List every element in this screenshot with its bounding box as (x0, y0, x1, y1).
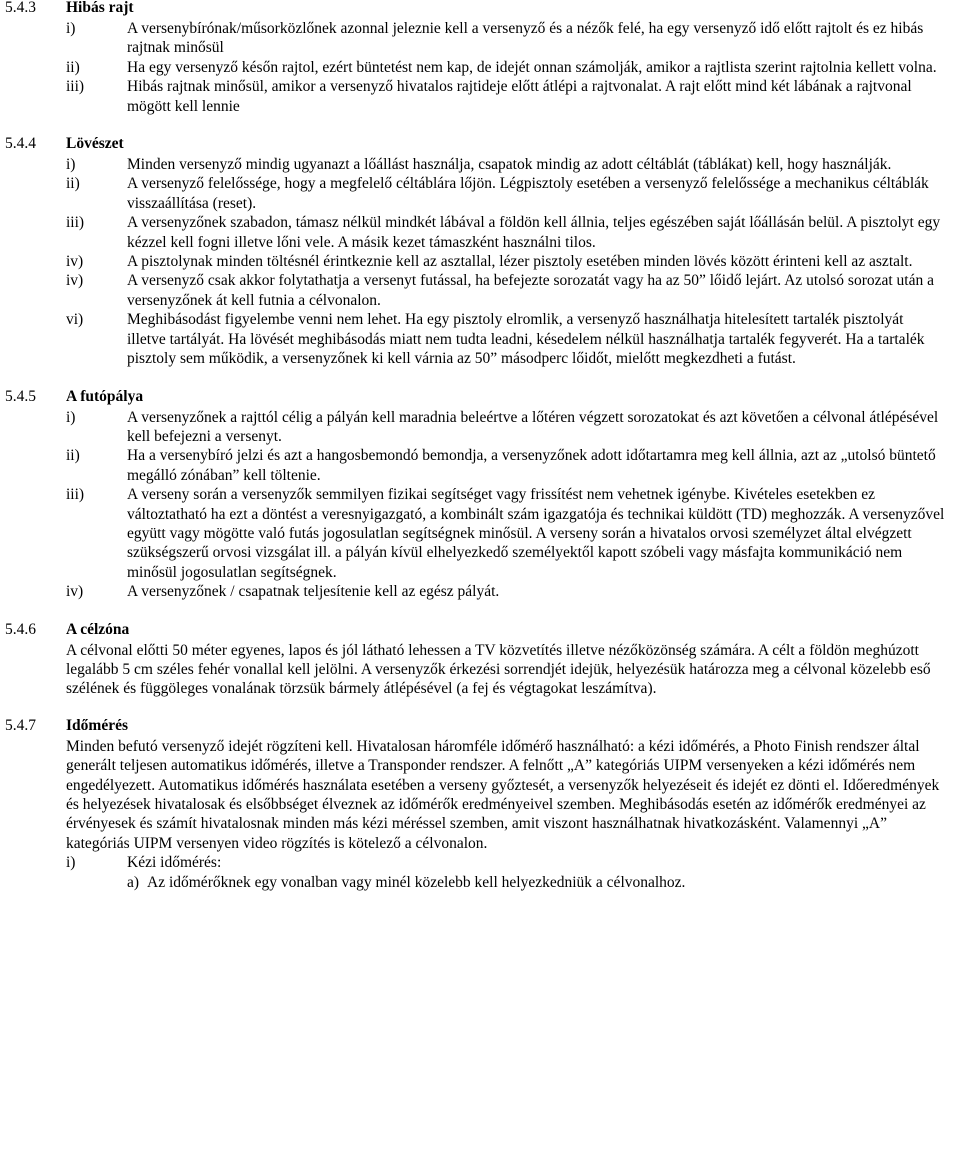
item-text: A versenyző felelőssége, hogy a megfelelő céltáblára lőjön. Légpisztoly esetében a versenyző felelőssége a mechanikus céltáblák visszaállítása (reset). (127, 175, 929, 212)
item-number: vi) (66, 311, 84, 329)
item-text: Hibás rajtnak minősül, amikor a versenyző hivatalos rajtideje előtt átlépi a rajtvonalat. A rajt előtt mind két lábának a rajtvonal mögött kell lennie (127, 78, 912, 115)
section-heading (0, 620, 960, 641)
item-number: ii) (66, 58, 80, 76)
section-number: 5.4.7 (5, 716, 36, 734)
list-item (0, 446, 960, 485)
section-title: A futópálya (66, 387, 144, 405)
list-item (0, 271, 960, 310)
section-celzona (0, 620, 960, 699)
subitem-number: a) (127, 873, 140, 891)
paragraph: Minden befutó versenyző idejét rögzíteni kell. Hivatalosan háromféle időmérő használható: a kézi időmérés, a Photo Finish rendszer által generált teljesen automatikus időmérés, illetve a Transponder rendszer. A felnőtt „A” kategóriás UIPM versenyeken a kézi időmérés nem engedélyezett. Automatikus időmérés használata esetében a verseny győztesét, a versenyzők helyezéseit és idejét ez dönti el. Időeredmények és helyezések hivatalosak és elsőbbséget élveznek az időmérők eredményeivel szemben. Meghibásodás esetén az időmérők eredményei az érvényesek és számít hivatalosnak minden más kézi méréssel szemben, amit viszont használhatnak hivatkozásként. Valamennyi „A” kategóriás UIPM versenyen video rögzítés is kötelező a célvonalon. (66, 737, 940, 852)
item-number: ii) (66, 175, 80, 193)
section-title: Hibás rajt (66, 0, 134, 16)
section-number: 5.4.3 (5, 0, 36, 16)
section-idomeres (0, 716, 960, 892)
section-heading (0, 387, 960, 408)
section-title: A célzóna (66, 620, 130, 638)
item-text: Ha a versenybíró jelzi és azt a hangosbemondó bemondja, a versenyzőnek adott időtartamra meg kell állnia, azt az „utolsó büntető megálló zónában” kell töltenie. (127, 447, 936, 484)
section-title: Időmérés (66, 716, 128, 734)
list-item (0, 77, 960, 116)
section-heading (0, 134, 960, 155)
item-text: A versenybírónak/műsorközlőnek azonnal jeleznie kell a versenyző és a nézők felé, ha egy versenyző idő előtt rajtolt és ez hibás rajtnak minősül (127, 20, 924, 57)
item-number: iv) (66, 272, 84, 290)
section-heading (0, 0, 960, 19)
sub-list-item (0, 873, 960, 892)
item-number: i) (66, 408, 76, 426)
item-number: iii) (66, 78, 85, 96)
list-item (0, 252, 960, 271)
list-item (0, 213, 960, 252)
section-number: 5.4.6 (5, 620, 36, 638)
item-text: Kézi időmérés: (127, 854, 222, 872)
section-number: 5.4.4 (5, 135, 36, 153)
list-item (0, 853, 960, 872)
subitem-text: Az időmérőknek egy vonalban vagy minél közelebb kell helyezkedniük a célvonalhoz. (147, 873, 686, 891)
section-number: 5.4.5 (5, 387, 36, 405)
item-text: Minden versenyző mindig ugyanazt a lőállást használja, csapatok mindig az adott céltáblát (táblákat) kell, hogy használják. (127, 156, 892, 174)
list-item (0, 58, 960, 77)
list-item (0, 408, 960, 447)
item-text: Ha egy versenyző későn rajtol, ezért büntetést nem kap, de idejét onnan számolják, amikor a rajtlista szerint rajtolnia kellett volna. (127, 58, 937, 76)
item-number: ii) (66, 447, 80, 465)
list-item (0, 310, 960, 368)
section-hibas-rajt (0, 0, 960, 116)
item-text: A versenyző csak akkor folytathatja a versenyt futással, ha befejezte sorozatát vagy ha az 50” lőidő lejárt. Az utolsó sorozat után a versenyzőnek át kell futnia a célvonalon. (127, 272, 934, 309)
item-text: A versenyzőnek / csapatnak teljesítenie kell az egész pályát. (127, 583, 500, 601)
item-text: Meghibásodást figyelembe venni nem lehet. Ha egy pisztoly elromlik, a versenyző használhatja hitelesített tartalék pisztolyát illetve tartályát. Ha lövését meghibásodás miatt nem tudta leadni, késedelem nélkül használhatja tartalék fegyverét. Ha a tartalék pisztoly sem működik, a versenyzőnek ki kell várnia az 50” másodperc lőidőt, mielőtt megkezdheti a futást. (127, 311, 925, 368)
paragraph: A célvonal előtti 50 méter egyenes, lapos és jól látható lehessen a TV közvetítés illetve nézőközönség számára. A célt a földön meghúzott legalább 5 cm széles fehér vonallal kell jelölni. A versenyzők érkezési sorrendjét idejük, helyezésük határozza meg a célvonal közelebb eső szélének és függöleges vonalának törzsük bármely átlépésével (a fej és végtagokat leszámítva). (66, 641, 931, 698)
item-text: A pisztolynak minden töltésnél érintkeznie kell az asztallal, lézer pisztoly esetében minden lövés között érinteni kell az asztalt. (127, 253, 913, 271)
item-text: A versenyzőnek szabadon, támasz nélkül mindkét lábával a földön kell állnia, teljes egészében saját lőállásán belül. A pisztolyt egy kézzel kell fogni illetve lőni vele. A másik kezet támaszként használni tilos. (127, 214, 941, 251)
section-heading (0, 716, 960, 737)
list-item (0, 485, 960, 582)
item-number: iv) (66, 583, 84, 601)
item-number: i) (66, 156, 76, 174)
section-title: Lövészet (66, 135, 124, 153)
list-item (0, 19, 960, 58)
item-text: A versenyzőnek a rajttól célig a pályán kell maradnia beleértve a lőtéren végzett sorozatokat és azt követően a célvonal átlépésével kell befejezni a versenyt. (127, 408, 939, 445)
list-item (0, 174, 960, 213)
item-text: A verseny során a versenyzők semmilyen fizikai segítséget vagy frissítést nem vehetnek igénybe. Kivételes esetekben ez változtatható ha ezt a döntést a veresnyigazgató, a kombinált szám igazgatója és technikai küldött (TD) meghozzák. A versenyzővel együtt vagy mögötte való futás jogosulatlan segítségnek minősül. A verseny során a hivatalos orvosi személyzet által elvégzett szükségszerű orvosi vizsgálat ill. a pályán kívül elhelyezkedő személyektől kapott szóbeli vagy másfajta kommunikáció nem minősül jogosulatlan segítségnek. (127, 486, 945, 581)
section-futopalya (0, 387, 960, 602)
item-number: iv) (66, 253, 84, 271)
item-number: i) (66, 854, 76, 872)
list-item (0, 582, 960, 601)
section-loveszet (0, 134, 960, 368)
item-number: iii) (66, 486, 85, 504)
item-number: i) (66, 20, 76, 37)
list-item (0, 155, 960, 174)
item-number: iii) (66, 214, 85, 232)
